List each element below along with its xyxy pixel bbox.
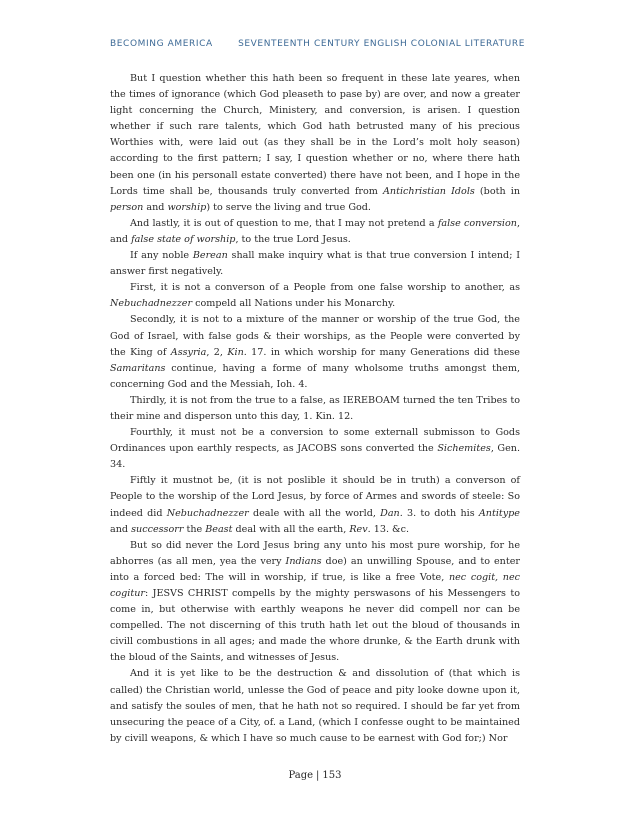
text-run: . 3. to doth his bbox=[399, 507, 479, 519]
italic-text: person bbox=[110, 201, 144, 213]
text-run: shall make inquiry what is that true conversion I intend; I answer first negatively. bbox=[110, 250, 521, 278]
paragraph bbox=[110, 473, 520, 537]
text-run: Secondly, it is not to a mixture of the manner or worship of the true God, the God of Israel, with false gods & their worships, as the People were converted by the King of bbox=[110, 314, 520, 358]
italic-text: Samaritans bbox=[110, 362, 166, 374]
italic-text: Sichemites bbox=[437, 443, 491, 455]
italic-text: Antitype bbox=[478, 507, 520, 519]
italic-text: false conversion bbox=[437, 217, 517, 229]
italic-text: Antichristian Idols bbox=[383, 185, 475, 197]
page-footer bbox=[0, 770, 630, 781]
italic-text: nec cogit, nec cogitur bbox=[110, 571, 520, 599]
italic-text: Nebuchadnezzer bbox=[166, 507, 249, 519]
text-run: ) to serve the living and true God. bbox=[206, 201, 371, 213]
paragraph bbox=[110, 248, 520, 280]
italic-text: Nebuchadnezzer bbox=[110, 298, 193, 310]
italic-text: worship bbox=[167, 201, 207, 213]
italic-text: Beast bbox=[205, 523, 233, 535]
page-number: 153 bbox=[322, 770, 342, 781]
italic-text: Dan bbox=[380, 507, 400, 519]
text-run: First, it is not a converson of a People from one false worship to another, as bbox=[130, 282, 520, 294]
text-run: deal with all the earth, bbox=[232, 523, 350, 535]
paragraph bbox=[110, 71, 520, 216]
text-run: , and bbox=[110, 217, 520, 245]
paragraph bbox=[110, 216, 520, 248]
text-run: and bbox=[143, 201, 168, 213]
paragraph bbox=[110, 393, 520, 425]
italic-text: successorr bbox=[131, 523, 184, 535]
text-run: compeld all Nations under his Monarchy. bbox=[192, 298, 396, 310]
italic-text: Assyria bbox=[170, 346, 207, 358]
text-run: , to the true Lord Jesus. bbox=[235, 233, 351, 245]
text-run: , Gen. 34. bbox=[110, 443, 521, 471]
italic-text: Berean bbox=[192, 250, 228, 262]
text-run: : JESVS CHRIST compells by the mighty perswasons of his Messengers to come in, but otherwise with earthly weapons he never did compell nor can be compelled. The not discerning of this truth hath let out the bloud of thousands in civill combustions in all ages; and made the whore drunke, & the Earth drunk with the bloud of the Saints, and witnesses of Jesus. bbox=[110, 588, 520, 664]
paragraph bbox=[110, 666, 520, 746]
text-run: . 13. &c. bbox=[367, 523, 410, 535]
running-header bbox=[110, 39, 525, 49]
page-label: Page bbox=[288, 770, 314, 781]
text-run: . 17. in which worship for many Generations did these bbox=[243, 346, 520, 358]
text-run: And it is yet like to be the destruction & and dissolution of (that which is called) the Christian world, unlesse the God of peace and pity looke downe upon it, and satisfy the soules of men, that he hath not so required. I should be far yet from unsecuring the peace of a City, of. a Land, (which I confesse ought to be maintained by civill weapons, & which I have so much cause to be earnest with God for;) Nor bbox=[110, 668, 520, 744]
text-run: If any noble bbox=[130, 250, 193, 262]
text-run: But so did never the Lord Jesus bring any unto his most pure worship, for he abhorres (as all men, yea the very bbox=[110, 539, 520, 567]
paragraph bbox=[110, 425, 520, 473]
body-text bbox=[110, 71, 520, 747]
text-run: And lastly, it is out of question to me, that I may not pretend a bbox=[130, 217, 438, 229]
header-section-title: SEVENTEENTH CENTURY ENGLISH COLONIAL LITERATURE bbox=[238, 39, 525, 49]
header-book-title: BECOMING AMERICA bbox=[110, 39, 213, 49]
text-run: (both in bbox=[474, 185, 521, 197]
paragraph bbox=[110, 538, 520, 667]
italic-text: Indians bbox=[285, 555, 322, 567]
paragraph bbox=[110, 280, 520, 312]
text-run: the bbox=[183, 523, 206, 535]
paragraph bbox=[110, 312, 520, 392]
text-run: Fiftly it mustnot be, (it is not poslible it should be in truth) a converson of People to the worship of the Lord Jesus, by force of Armes and swords of steele: So indeed did bbox=[110, 475, 520, 519]
text-run: Thirdly, it is not from the true to a false, as IEREBOAM turned the ten Tribes to their mine and disperson unto this day, 1. Kin. 12. bbox=[110, 394, 520, 422]
text-run: deale with all the world, bbox=[248, 507, 381, 519]
italic-text: Kin bbox=[227, 346, 244, 358]
text-run: doe) an unwilling Spouse, and to enter into a forced bed: The will in worship, if true, is like a free Vote, bbox=[110, 555, 520, 583]
text-run: and bbox=[110, 523, 132, 535]
text-run: But I question whether this hath been so frequent in these late yeares, when the times of ignorance (which God pleaseth to pase by) are over, and now a greater light concerning the Church, Ministery, and conversion, is arisen. I question whether if such rare talents, which God hath betrusted many of his precious Worthies with, were laid out (as they shall be in the Lord’s molt holy season) according to the first pattern; I say, I question whether or no, where there hath been one (in his personall estate converted) there have not been, and I hope in the Lords time shall be, thousands truly converted from bbox=[110, 73, 520, 197]
italic-text: false state of worship bbox=[131, 233, 236, 245]
footer-separator: | bbox=[316, 770, 320, 781]
text-run: Fourthly, it must not be a conversion to some externall submisson to Gods Ordinances upon earthly respects, as JACOBS sons converted the bbox=[110, 427, 520, 455]
text-run: continue, having a forme of many wholsome truths amongst them, concerning God and the Messiah, Ioh. 4. bbox=[110, 362, 520, 390]
text-run: , 2, bbox=[206, 346, 228, 358]
italic-text: Rev bbox=[349, 523, 368, 535]
